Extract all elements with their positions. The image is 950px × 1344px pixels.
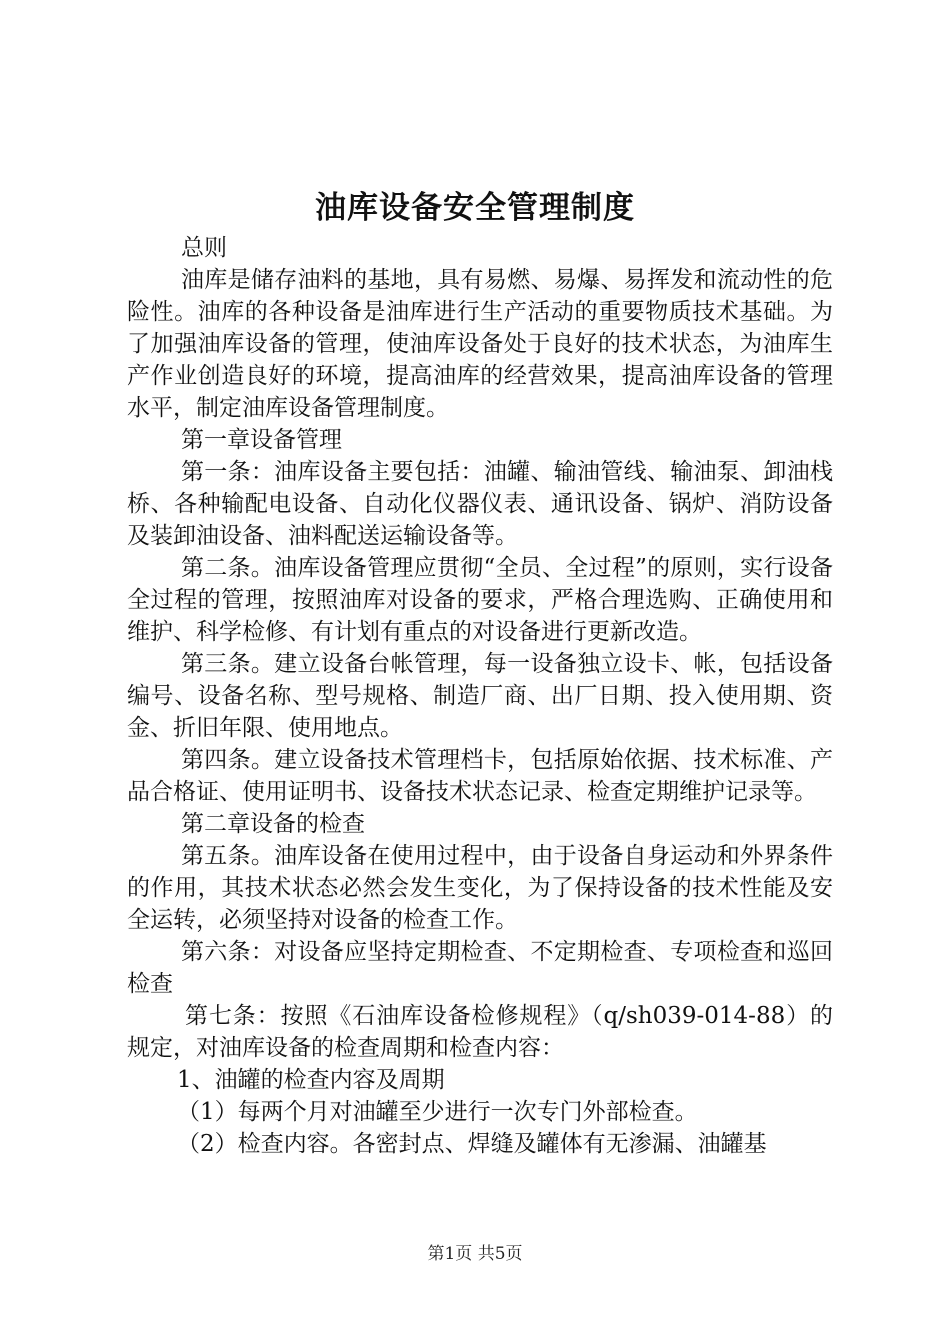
article-3: 第三条。建立设备台帐管理，每一设备独立设卡、帐，包括设备编号、设备名称、型号规格、制造厂商、出厂日期、投入使用期、资金、折旧年限、使用地点。	[127, 651, 833, 741]
document-title: 油库设备安全管理制度	[315, 190, 635, 226]
article-1: 第一条：油库设备主要包括：油罐、输油管线、输油泵、卸油栈桥、各种输配电设备、自动化仪器仪表、通讯设备、锅炉、消防设备及装卸油设备、油料配送运输设备等。	[127, 459, 833, 549]
paragraph-general-text: 油库是储存油料的基地，具有易燃、易爆、易挥发和流动性的危险性。油库的各种设备是油库进行生产活动的重要物质技术基础。为了加强油库设备的管理，使油库设备处于良好的技术状态，为油库生产作业创造良好的环境，提高油库的经营效果，提高油库设备的管理水平，制定油库设备管理制度。	[127, 267, 833, 421]
article-2: 第二条。油库设备管理应贯彻“全员、全过程”的原则，实行设备全过程的管理，按照油库对设备的要求，严格合理选购、正确使用和维护、科学检修、有计划有重点的对设备进行更新改造。	[127, 555, 833, 645]
item-1-sub-1: （1）每两个月对油罐至少进行一次专门外部检查。	[177, 1099, 698, 1125]
article-7: 第七条：按照《石油库设备检修规程》（q/sh039-014-88）的规定，对油库设备的检查周期和检查内容：	[127, 1003, 833, 1061]
document-body	[127, 232, 833, 1160]
item-1-sub-2: （2）检查内容。各密封点、焊缝及罐体有无渗漏、油罐基	[177, 1131, 767, 1157]
paragraph-general-heading: 总则	[181, 235, 227, 261]
chapter-2-heading: 第二章设备的检查	[181, 811, 365, 837]
item-1-heading: 1、油罐的检查内容及周期	[177, 1067, 445, 1093]
article-6: 第六条：对设备应坚持定期检查、不定期检查、专项检查和巡回检查	[127, 939, 833, 997]
chapter-1-heading: 第一章设备管理	[181, 427, 342, 453]
article-4: 第四条。建立设备技术管理档卡，包括原始依据、技术标准、产品合格证、使用证明书、设备技术状态记录、检查定期维护记录等。	[127, 747, 833, 805]
article-5: 第五条。油库设备在使用过程中，由于设备自身运动和外界条件的作用，其技术状态必然会发生变化，为了保持设备的技术性能及安全运转，必须坚持对设备的检查工作。	[127, 843, 833, 933]
page-footer: 第1页 共5页	[427, 1244, 523, 1264]
